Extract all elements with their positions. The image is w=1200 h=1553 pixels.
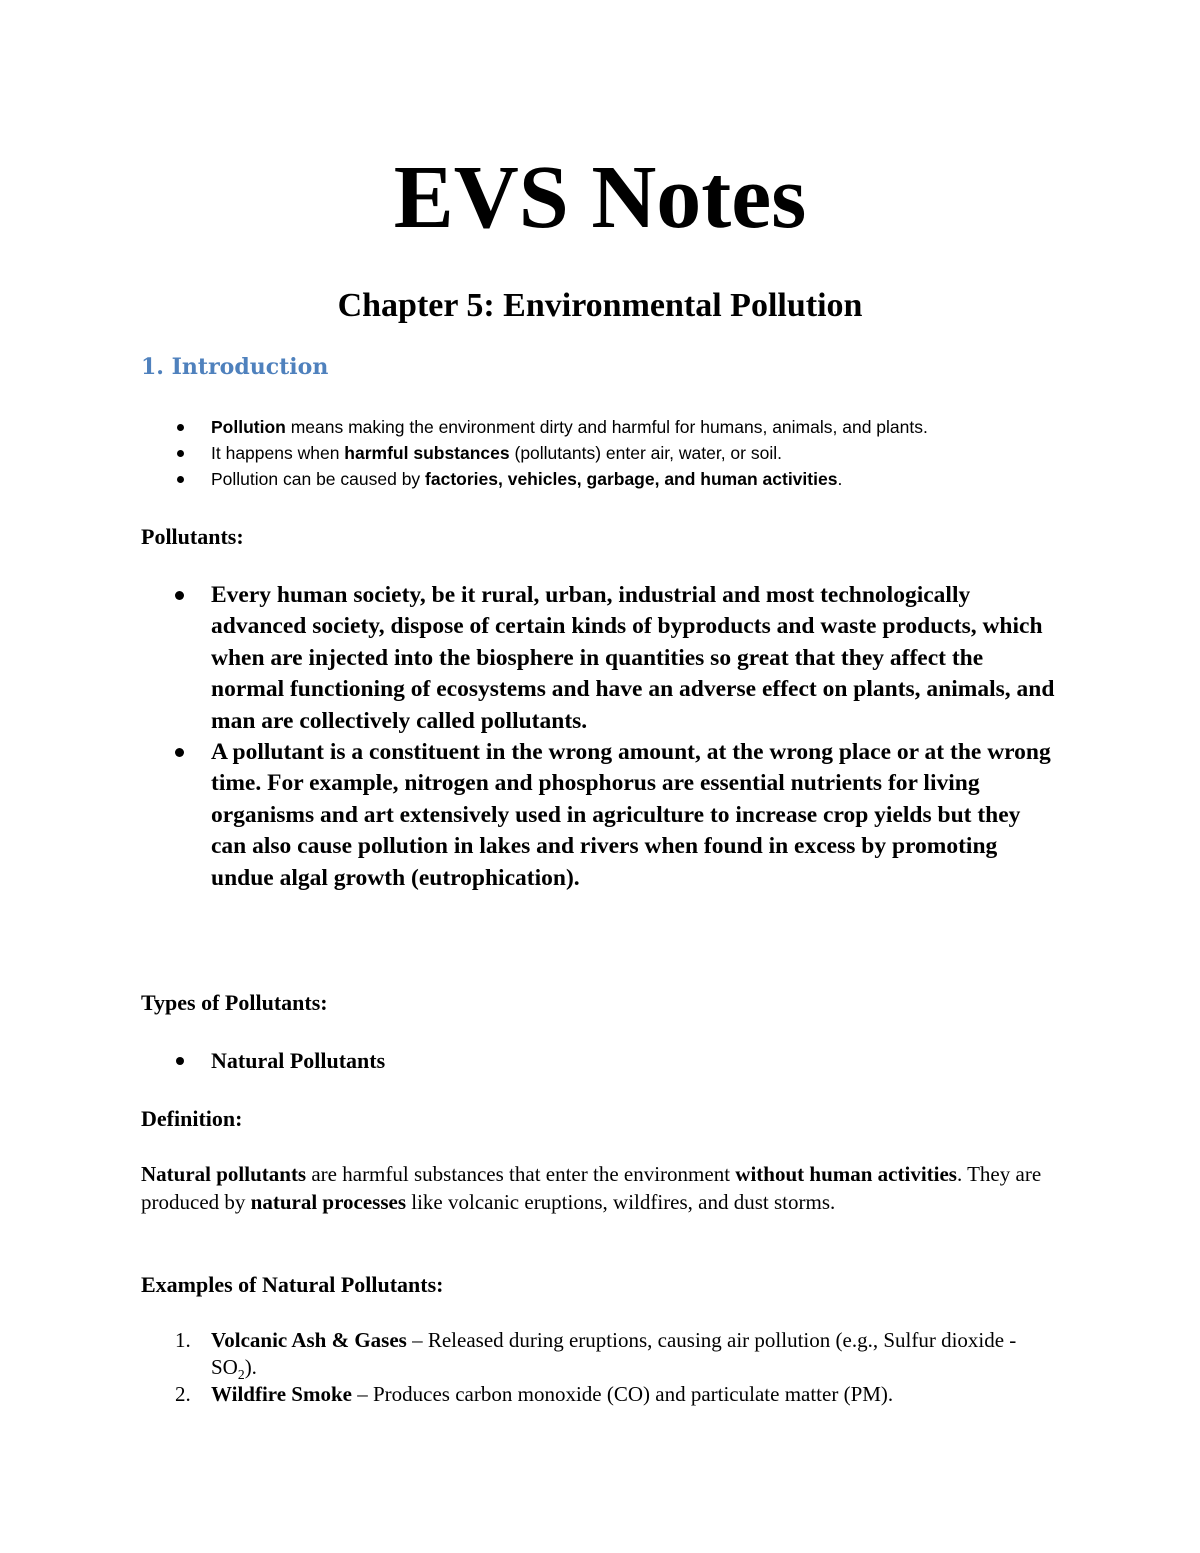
intro-heading — [141, 352, 328, 382]
chapter-title: Chapter 5: Environmental Pollution — [337, 287, 863, 324]
example-text: ). — [244, 1355, 257, 1379]
list-item — [141, 737, 1061, 894]
types-label: Types of Pollutants: — [141, 990, 328, 1015]
example-text: – Produces carbon monoxide (CO) and particulate matter (PM). — [351, 1382, 894, 1406]
bullet-text: Every human society, be it rural, urban, industrial and most technologically advanced society, dispose of certain kinds of byproducts and waste products, which when are injected into the biosphere in quantities so great that they affect the normal functioning of ecosystems and have an adverse effect on plants, animals, and man are collectively called pollutants. — [211, 582, 1055, 734]
pollutants-bullet-list — [141, 580, 1061, 894]
bullet-bold: Pollution — [211, 417, 286, 437]
definition-bold: natural processes — [250, 1190, 406, 1214]
intro-heading-number: 1. — [141, 354, 164, 380]
definition-paragraph — [141, 1160, 1061, 1216]
bullet-text: It happens when — [211, 443, 345, 463]
intro-bullet-list — [141, 414, 928, 492]
example-bold: Volcanic Ash & Gases — [211, 1328, 407, 1352]
list-item — [141, 466, 928, 492]
list-number: 1. — [175, 1328, 191, 1352]
list-item — [141, 1327, 1061, 1381]
definition-bold: Natural pollutants — [141, 1162, 307, 1186]
page-title: EVS Notes — [393, 148, 807, 247]
bullet-text: Natural Pollutants — [211, 1048, 386, 1073]
definition-bold: without human activities — [735, 1162, 957, 1186]
subscript: 2 — [237, 1367, 245, 1383]
bullet-bold: factories, vehicles, garbage, and human activities — [425, 469, 838, 489]
list-number: 2. — [175, 1382, 191, 1406]
examples-label: Examples of Natural Pollutants: — [141, 1272, 444, 1297]
list-item — [141, 1381, 1061, 1408]
example-bold: Wildfire Smoke — [211, 1382, 352, 1406]
list-item — [141, 440, 928, 466]
bullet-icon — [175, 591, 184, 600]
bullet-text: Pollution can be caused by — [211, 469, 426, 489]
bullet-text: means making the environment dirty and harmful for humans, animals, and plants. — [285, 417, 928, 437]
bullet-icon — [176, 1057, 184, 1065]
list-item — [141, 414, 928, 440]
bullet-text: . — [837, 469, 843, 489]
list-item — [141, 1046, 385, 1076]
definition-text: like volcanic eruptions, wildfires, and dust storms. — [406, 1190, 836, 1214]
types-bullet-list — [141, 1046, 385, 1076]
bullet-bold: harmful substances — [344, 443, 510, 463]
list-item — [141, 580, 1061, 737]
definition-label: Definition: — [141, 1106, 243, 1131]
bullet-text: (pollutants) enter air, water, or soil. — [509, 443, 782, 463]
example-text: – Released during eruptions, causing air pollution (e.g., Sulfur dioxide - SO — [211, 1328, 1017, 1379]
definition-text: are harmful substances that enter the environment — [306, 1162, 736, 1186]
bullet-icon — [175, 748, 184, 757]
definition-text: . They are produced by — [141, 1162, 1042, 1214]
bullet-icon — [177, 476, 184, 483]
examples-numbered-list — [141, 1327, 1061, 1408]
intro-heading-text: Introduction — [171, 354, 329, 380]
bullet-icon — [177, 424, 184, 431]
bullet-text: A pollutant is a constituent in the wrong amount, at the wrong place or at the wrong time. For example, nitrogen and phosphorus are essential nutrients for living organisms and art extensively used in agriculture to increase crop yields but they can also cause pollution in lakes and rivers when found in excess by promoting undue algal growth (eutrophication). — [211, 739, 1051, 891]
bullet-icon — [177, 450, 184, 457]
pollutants-label: Pollutants: — [141, 524, 244, 549]
